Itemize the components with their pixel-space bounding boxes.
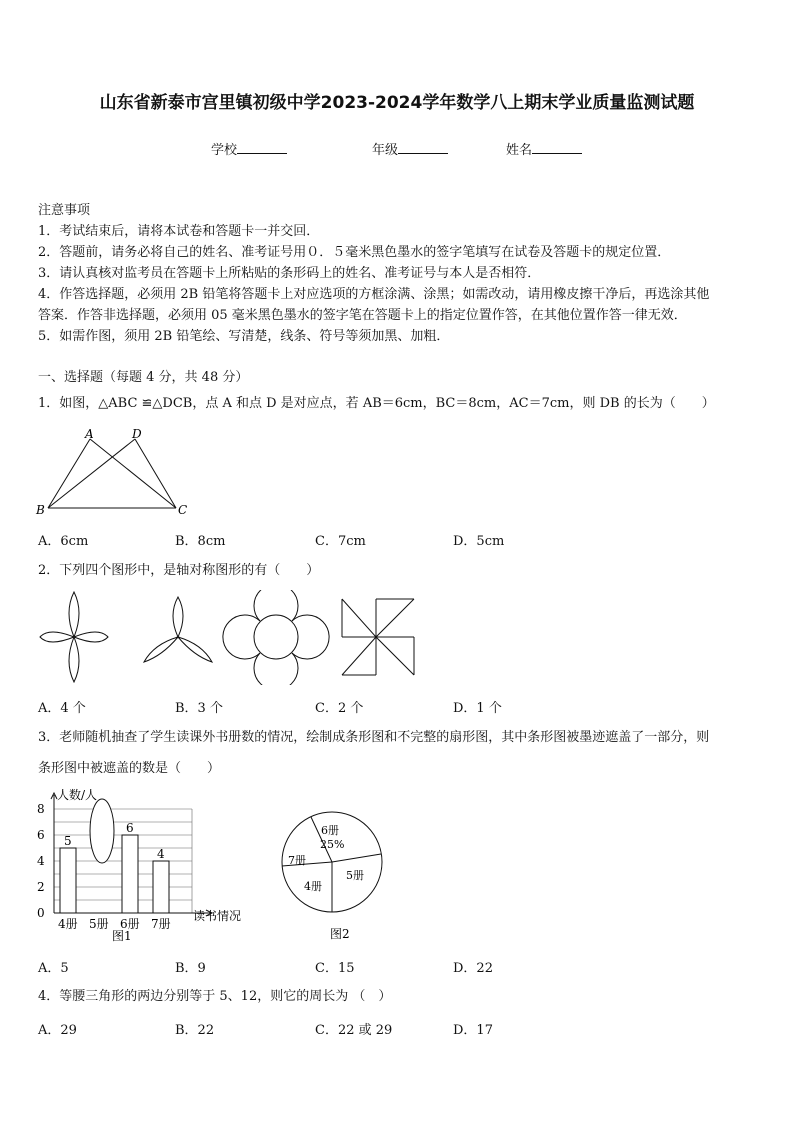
q4-option-c: C．22 或 29 [315,1023,393,1038]
bar [153,861,169,913]
question-2-stem: 2．下列四个图形中，是轴对称图形的有（ ） [38,563,320,578]
pie-label-5: 5册 [346,869,364,882]
vertex-c-label: C [178,503,188,517]
section-heading: 一、选择题（每题 4 分，共 48 分） [38,370,249,385]
symmetry-figures [36,590,426,685]
q1-option-c: C．7cm [315,534,366,549]
bar [60,848,76,913]
page-title: 山东省新泰市宫里镇初级中学2023-2024学年数学八上期末学业质量监测试题 [99,93,695,113]
q2-option-b: B．3 个 [175,701,223,716]
q1-option-d: D．5cm [453,534,505,549]
four-petal-figure [40,592,108,682]
q4-option-b: B．22 [175,1023,215,1038]
pie-caption: 图2 [330,927,350,941]
pie-divider [332,854,381,862]
bar-chart [30,785,260,950]
question-1-stem: 1．如图，△ABC ≌△DCB，点 A 和点 D 是对应点，若 AB＝6cm，BC＝8cm，AC＝7cm，则 DB 的长为（ ） [38,396,715,411]
segment-ac [90,439,176,508]
three-blade-figure [144,597,212,662]
y-tick-label: 6 [37,828,45,842]
q4-option-a: A．29 [38,1023,77,1038]
segment-ba [48,439,90,508]
q3-option-d: D．22 [453,961,493,976]
q3-option-b: B．9 [175,961,206,976]
q1-option-a: A．6cm [38,534,89,549]
school-label: 学校 [211,143,238,158]
vertex-a-label: A [85,427,94,441]
q2-option-d: D．1 个 [453,701,502,716]
x-tick-label: 4册 [58,917,78,931]
question-3-stem-line1: 3．老师随机抽查了学生读课外书册数的情况，绘制成条形图和不完整的扇形图，其中条形图被墨迹遮盖了一部分，则 [38,730,710,745]
question-3-stem-line2: 条形图中被遮盖的数是（ ） [38,761,221,776]
segment-bd [48,439,135,508]
pie-label-6: 6册 [321,824,339,837]
bar-value-label: 4 [157,847,165,861]
grade-blank [398,141,448,154]
grade-label: 年级 [372,143,399,158]
notice-item: 4．作答选择题，必须用 2B 铅笔将答题卡上对应选项的方框涂满、涂黑；如需改动，请用橡皮擦干净后，再选涂其他 [38,287,710,302]
q2-option-a: A．4 个 [38,701,86,716]
vertex-b-label: B [36,503,45,517]
notice-item: 5．如需作图，须用 2B 铅笔绘、写清楚，线条、符号等须加黑、加粗． [38,329,450,344]
bar-value-label: 5 [64,834,72,848]
q2-option-c: C．2 个 [315,701,364,716]
notice-item: 答案．作答非选择题，必须用 05 毫米黑色墨水的签字笔在答题卡上的指定位置作答，在其他位置作答一律无效． [38,308,687,323]
bar-ylabel: 人数/人 [57,788,98,802]
ink-blot [90,799,114,863]
y-tick-label: 8 [37,802,45,816]
pie-label-25pct: 25% [320,838,345,851]
pie-chart [280,810,390,950]
name-blank [532,141,582,154]
school-field [211,139,287,158]
x-tick-label: 5册 [89,917,109,931]
bar-caption: 图1 [112,929,132,943]
q3-option-c: C．15 [315,961,355,976]
notice-item: 2．答题前，请务必将自己的姓名、准考证号用０．５毫米黑色墨水的签字笔填写在试卷及答题卡的规定位置． [38,245,671,260]
y-tick-label: 4 [37,854,45,868]
q4-option-d: D．17 [453,1023,493,1038]
pie-label-7: 7册 [288,854,306,867]
vertex-d-label: D [132,427,142,441]
notice-item: 3．请认真核对监考员在答题卡上所粘贴的条形码上的姓名、准考证号与本人是否相符． [38,266,541,281]
q1-option-b: B．8cm [175,534,226,549]
name-label: 姓名 [506,143,533,158]
bar-xlabel: 读书情况 [193,909,242,923]
triangle-figure [30,422,200,518]
question-4-stem: 4．等腰三角形的两边分别等于 5、12，则它的周长为 （ ） [38,989,392,1004]
notice-item: 1．考试结束后，请将本试卷和答题卡一并交回． [38,224,320,239]
pie-label-4: 4册 [304,880,322,893]
flower-circles-figure [223,590,329,685]
segment-dc [135,439,176,508]
school-blank [237,141,287,154]
grade-field [372,139,448,158]
y-tick-label: 2 [37,880,45,894]
x-tick-label: 6册 [120,917,140,931]
bar-value-label: 6 [126,821,134,835]
q3-option-a: A．5 [38,961,69,976]
x-tick-label: 7册 [151,917,171,931]
notice-heading: 注意事项 [38,203,91,218]
pinwheel-figure [342,599,414,675]
name-field [506,139,582,158]
y-tick-label: 0 [37,906,45,920]
bar [122,835,138,913]
